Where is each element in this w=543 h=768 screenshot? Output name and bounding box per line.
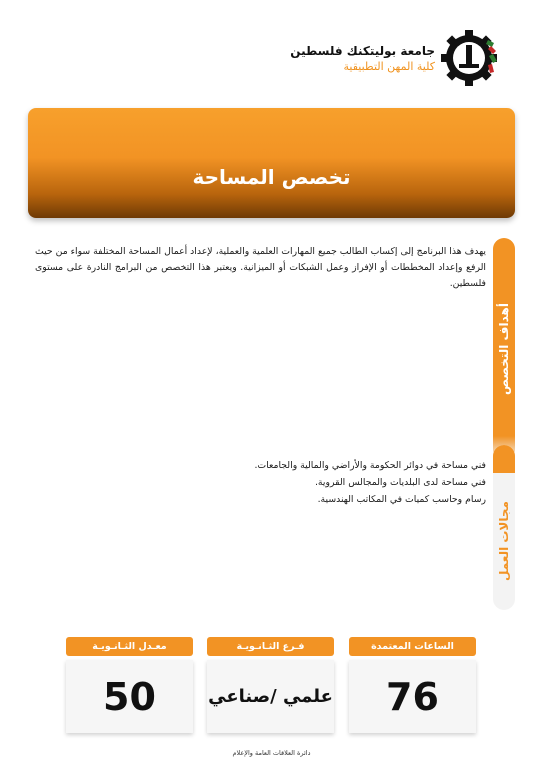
goals-paragraph: يهدف هذا البرنامج إلى إكساب الطالب جميع المهارات العلمية والعملية، لإعداد أعمال المساحة المختلفة سواء من حيث الرفع وإعداد المخططات أو الإفراز وعمل الشبكات أو الميزانية. ويعتبر هذا التخصص من البرامج النادرة على مستوى فلسطين. [35, 246, 486, 289]
tawjihi-average-card [66, 637, 193, 733]
work-fields-tab [493, 445, 515, 610]
goals-tab-label: أهداف التخصص [497, 303, 511, 395]
footer-text: دائرة العلاقات العامة والإعلام [232, 749, 311, 757]
credit-hours-label: الساعات المعتمدة [371, 641, 454, 652]
tawjihi-branch-value: علمي /صناعي [208, 686, 333, 707]
list-item: فني مساحة في دوائر الحكومة والأراضي والمالية والجامعات. [254, 460, 486, 471]
tawjihi-average-label: معـدل الثـانـويـة [92, 641, 167, 652]
tawjihi-branch-card [207, 637, 334, 733]
college-name: كلية المهن التطبيقية [343, 60, 435, 73]
goals-tab [493, 238, 515, 460]
university-name: جامعة بوليتكنك فلسطين [290, 44, 435, 58]
list-item: رسام وحاسب كميات في المكاتب الهندسية. [317, 494, 486, 505]
university-logo-icon [441, 30, 499, 86]
list-item: فني مساحة لدى البلديات والمجالس القروية. [314, 477, 486, 488]
work-fields-tab-label: مجالات العمل [497, 500, 511, 581]
credit-hours-value: 76 [386, 674, 439, 719]
tawjihi-branch-label: فـرع الثـانـويـة [236, 641, 305, 652]
credit-hours-card [349, 637, 476, 733]
page-title: تخصص المساحة [192, 165, 351, 189]
title-banner [28, 108, 515, 218]
work-fields-list [186, 457, 486, 508]
tawjihi-average-value: 50 [103, 674, 156, 719]
